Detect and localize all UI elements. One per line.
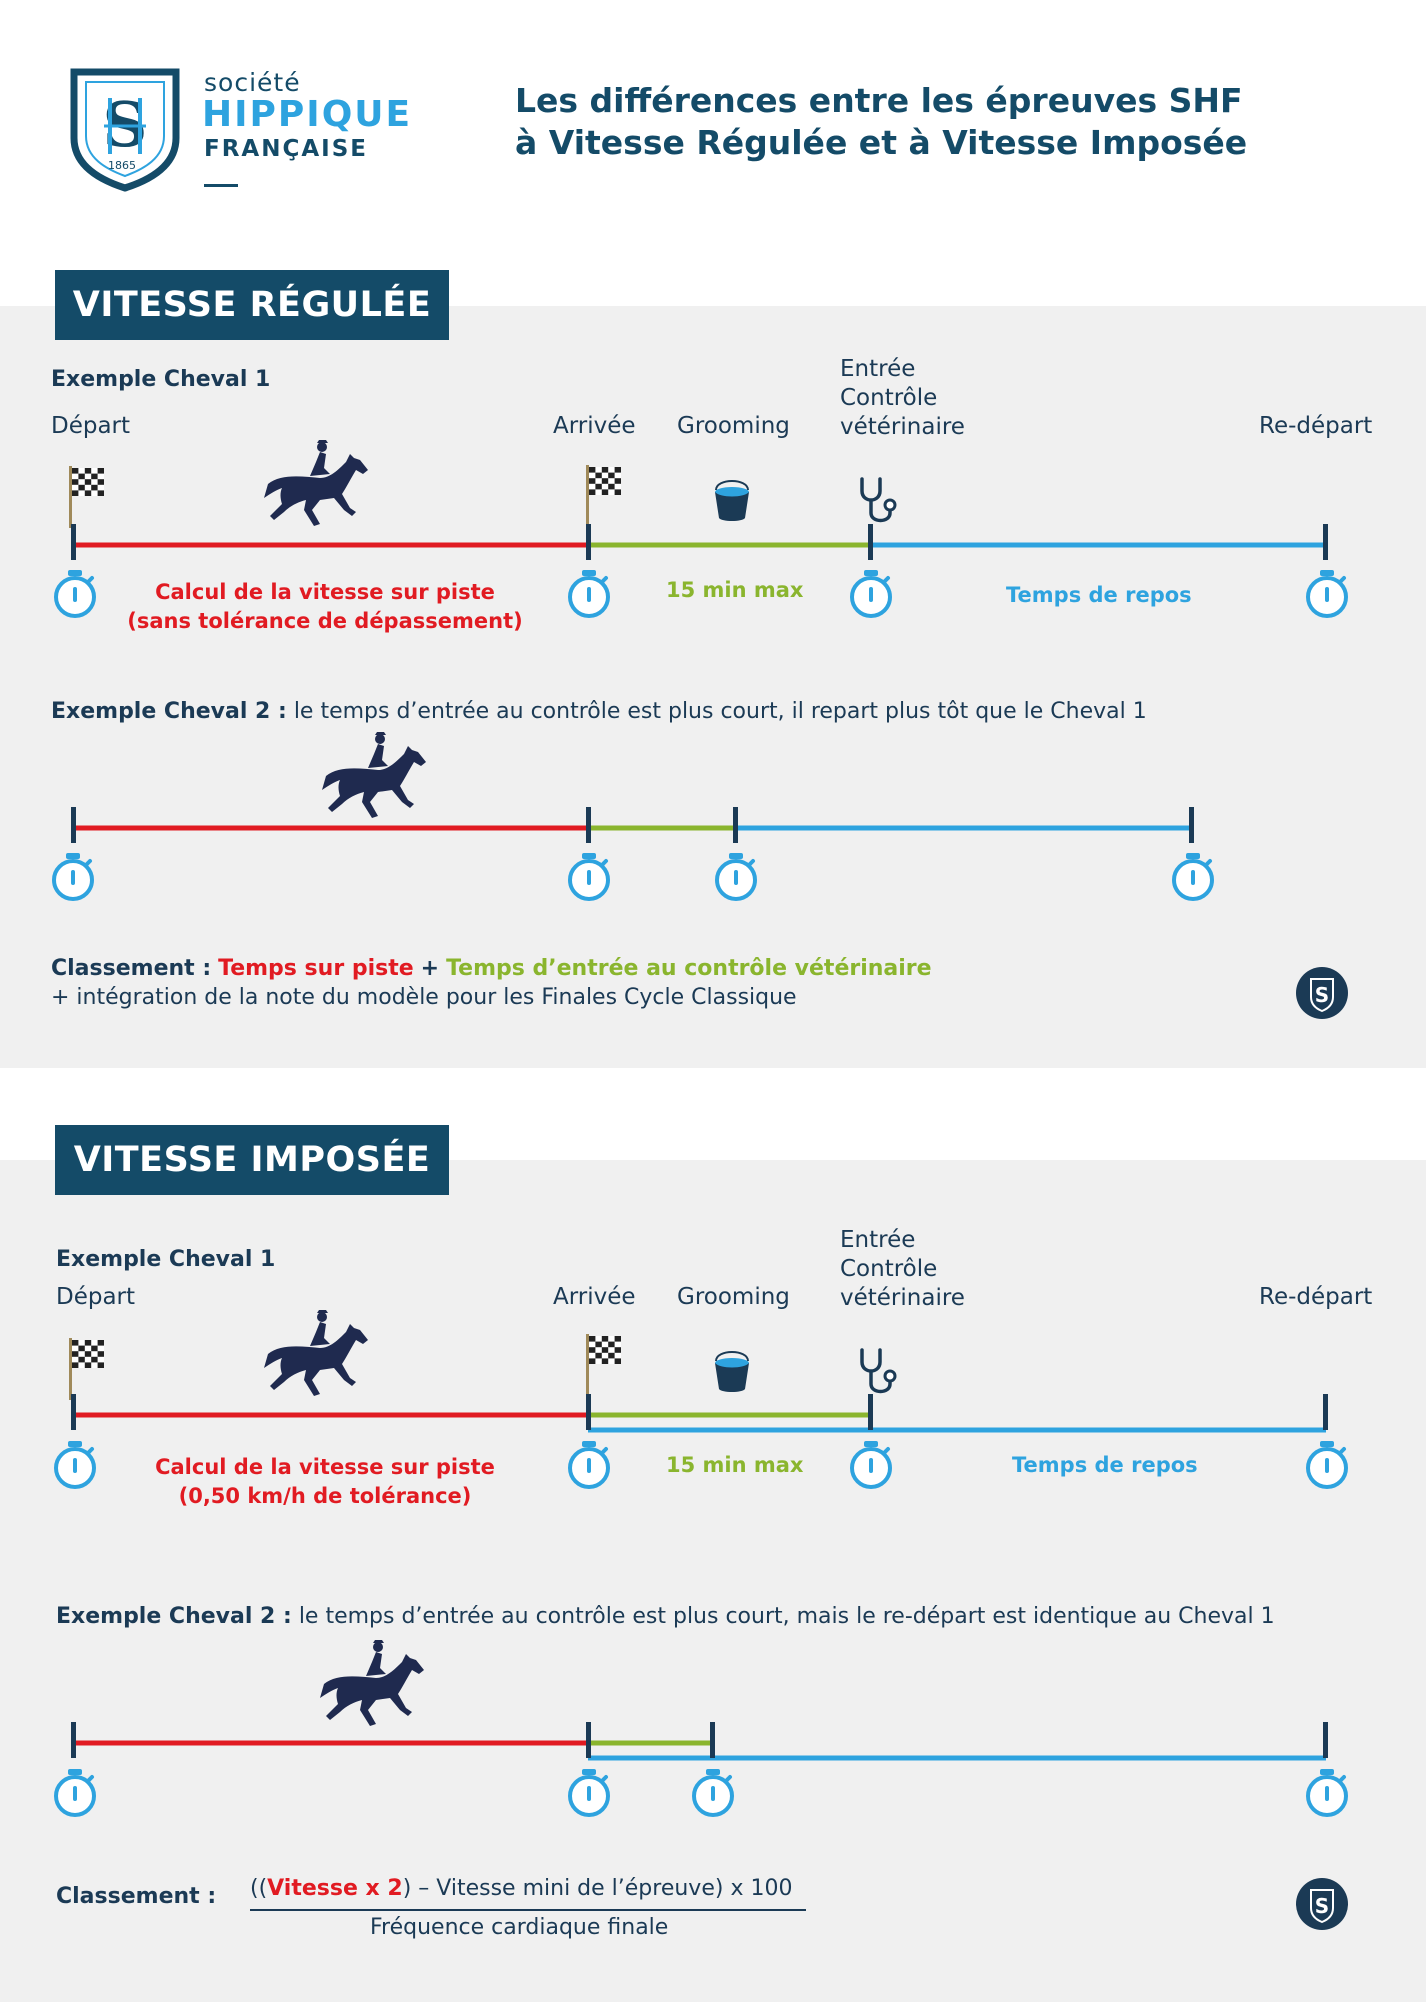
horse-rider-icon: [260, 1310, 370, 1400]
formula-denominator: Fréquence cardiaque finale: [370, 1915, 669, 1940]
shf-badge-icon: [1295, 1877, 1349, 1931]
formula-numerator: [250, 1876, 792, 1901]
stopwatch-icon: [54, 853, 92, 899]
calc-line2: (sans tolérance de dépassement): [127, 609, 523, 633]
label-arrivee: Arrivée: [553, 1284, 636, 1310]
label-entree: [840, 355, 965, 442]
stopwatch-icon: [852, 1441, 890, 1487]
calc-line1: Calcul de la vitesse sur piste: [155, 1455, 495, 1479]
label-entree-line1: Entrée: [840, 1227, 916, 1253]
logo-line1: société: [204, 68, 301, 97]
repos-label: Temps de repos: [1006, 583, 1192, 607]
ex2-text: le temps d’entrée au contrôle est plus court, mais le re-départ est identique au Cheval 1: [298, 1604, 1275, 1629]
ex2-title: Exemple Cheval 2 :: [56, 1604, 292, 1629]
label-grooming: Grooming: [677, 1284, 790, 1310]
stopwatch-icon: [1308, 1441, 1346, 1487]
min-max-label: 15 min max: [666, 578, 804, 602]
stopwatch-icon: [694, 1769, 732, 1815]
label-arrivee: Arrivée: [553, 413, 636, 439]
horse-rider-icon: [260, 440, 370, 530]
checkered-flag-icon: [586, 1334, 622, 1396]
logo-year: 1865: [108, 159, 136, 172]
label-entree-line2: Contrôle: [840, 1256, 938, 1282]
label-depart: Départ: [56, 1284, 136, 1310]
classement-line2: + intégration de la note du modèle pour les Finales Cycle Classique: [51, 985, 797, 1010]
classement-red: Temps sur piste: [218, 956, 414, 981]
ex2-text: le temps d’entrée au contrôle est plus court, il repart plus tôt que le Cheval 1: [293, 699, 1147, 724]
label-entree-line3: vétérinaire: [840, 414, 965, 440]
classement-green: Temps d’entrée au contrôle vétérinaire: [446, 956, 932, 981]
label-entree-line3: vétérinaire: [840, 1285, 965, 1311]
timeline-regulee-ex2: [0, 803, 1426, 913]
section-tag-regulee: VITESSE RÉGULÉE: [55, 270, 449, 340]
stopwatch-icon: [852, 570, 890, 616]
classement-plus: +: [420, 956, 440, 981]
formula-rest: ) – Vitesse mini de l’épreuve) x 100: [402, 1876, 793, 1901]
ex1-title: Exemple Cheval 1: [56, 1247, 276, 1272]
stopwatch-icon: [56, 1769, 94, 1815]
bucket-icon: [710, 1347, 754, 1393]
label-entree-line2: Contrôle: [840, 385, 938, 411]
checkered-flag-icon: [586, 465, 622, 527]
stopwatch-icon: [1308, 1769, 1346, 1815]
calc-line2: (0,50 km/h de tolérance): [178, 1484, 472, 1508]
classement-label: Classement :: [51, 956, 212, 981]
classement-regulee: [51, 954, 932, 1012]
formula-red: Vitesse x 2: [267, 1876, 403, 1901]
section-tag-imposee: VITESSE IMPOSÉE: [55, 1125, 449, 1195]
ex2-line: [51, 699, 1147, 724]
logo: [70, 68, 430, 193]
bucket-icon: [710, 476, 754, 522]
label-grooming: Grooming: [677, 413, 790, 439]
label-redepart: Re-départ: [1259, 413, 1373, 439]
label-entree: [840, 1226, 965, 1313]
stopwatch-icon: [1174, 853, 1212, 899]
stopwatch-icon: [56, 570, 94, 616]
label-redepart: Re-départ: [1259, 1284, 1373, 1310]
calc-line1: Calcul de la vitesse sur piste: [155, 580, 495, 604]
stopwatch-icon: [56, 1441, 94, 1487]
stopwatch-icon: [570, 853, 608, 899]
svg-text:S: S: [102, 88, 148, 161]
stopwatch-icon: [570, 1441, 608, 1487]
classement-imposee-label: Classement :: [56, 1884, 217, 1909]
ex2-line: [56, 1604, 1275, 1629]
stopwatch-icon: [1308, 570, 1346, 616]
timeline-imposee-ex2: [0, 1718, 1426, 1828]
label-entree-line1: Entrée: [840, 356, 916, 382]
logo-line2: HIPPIQUE: [202, 94, 413, 135]
ex1-title: Exemple Cheval 1: [51, 367, 271, 392]
label-depart: Départ: [51, 413, 131, 439]
stopwatch-icon: [570, 1769, 608, 1815]
repos-label: Temps de repos: [1012, 1453, 1198, 1477]
classement-line1: [51, 954, 932, 983]
shf-badge-icon: [1295, 966, 1349, 1020]
formula-fraction-line: [250, 1909, 806, 1911]
logo-underline: [204, 184, 238, 187]
ex2-title: Exemple Cheval 2 :: [51, 699, 287, 724]
checkered-flag-icon: [69, 466, 105, 528]
calc-label: [100, 1453, 550, 1511]
formula-open: ((: [250, 1876, 268, 1901]
min-max-label: 15 min max: [666, 1453, 804, 1477]
calc-label: [100, 578, 550, 636]
page-title: [515, 80, 1247, 164]
logo-line3: FRANÇAISE: [204, 136, 368, 162]
page-title-line1: Les différences entre les épreuves SHF: [515, 81, 1243, 120]
page-title-line2: à Vitesse Régulée et à Vitesse Imposée: [515, 123, 1248, 162]
stopwatch-icon: [717, 853, 755, 899]
horse-rider-icon: [316, 1640, 426, 1730]
stopwatch-icon: [570, 570, 608, 616]
